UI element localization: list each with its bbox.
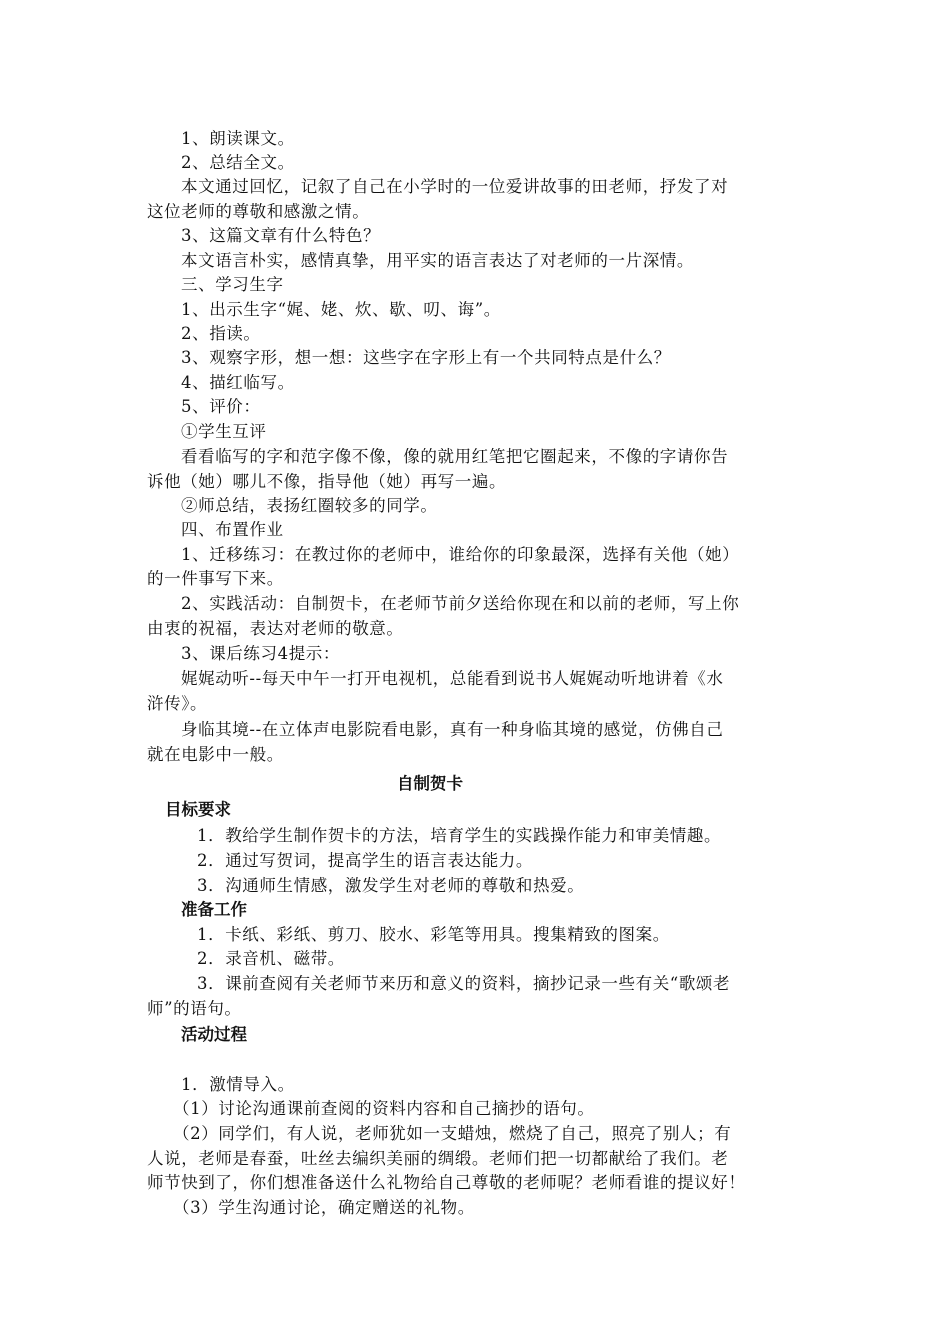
process-item: （3）学生沟通讨论，确定赠送的礼物。	[173, 1198, 475, 1217]
text-line: 3、观察字形，想一想：这些字在字形上有一个共同特点是什么？	[181, 348, 671, 367]
text-line: 身临其境--在立体声电影院看电影，真有一种身临其境的感觉，仿佛自己	[181, 720, 724, 739]
text-line: 的一件事写下来。	[147, 569, 284, 588]
prep-item: 师”的语句。	[147, 999, 242, 1018]
text-line: 3、课后练习4提示：	[181, 644, 340, 663]
goal-item: 2．通过写贺词，提高学生的语言表达能力。	[197, 851, 533, 870]
goal-heading: 目标要求	[165, 800, 231, 819]
text-line: 娓娓动听--每天中午一打开电视机，总能看到说书人娓娓动听地讲着《水	[181, 669, 724, 688]
page-title: 自制贺卡	[397, 774, 463, 793]
process-item: 人说，老师是春蚕，吐丝去编织美丽的绸缎。老师们把一切都献给了我们。老	[147, 1149, 729, 1168]
prep-heading: 准备工作	[181, 900, 247, 919]
goal-item: 3．沟通师生情感，激发学生对老师的尊敬和热爱。	[197, 876, 585, 895]
prep-item: 2．录音机、磁带。	[197, 949, 345, 968]
text-line: 5、评价：	[181, 397, 261, 416]
text-line: 2、指读。	[181, 324, 261, 343]
text-line: 3、这篇文章有什么特色？	[181, 226, 381, 245]
text-line: ②师总结，表扬红圈较多的同学。	[181, 496, 438, 515]
text-line: ①学生互评	[181, 422, 267, 441]
text-line: 看看临写的字和范字像不像，像的就用红笔把它圈起来，不像的字请你告	[181, 447, 729, 466]
section-heading: 三、学习生字	[181, 275, 284, 294]
process-item: 师节快到了，你们想准备送什么礼物给自己尊敬的老师呢？老师看谁的提议好！	[147, 1173, 746, 1192]
text-line: 诉他（她）哪儿不像，指导他（她）再写一遍。	[147, 472, 507, 491]
text-line: 就在电影中一般。	[147, 745, 284, 764]
prep-item: 3．课前查阅有关老师节来历和意义的资料，摘抄记录一些有关“歌颂老	[197, 974, 731, 993]
text-line: 4、描红临写。	[181, 373, 295, 392]
process-item: 1．激情导入。	[181, 1075, 295, 1094]
text-line: 这位老师的尊敬和感激之情。	[147, 202, 370, 221]
process-heading: 活动过程	[181, 1025, 247, 1044]
text-line: 1、朗读课文。	[181, 129, 295, 148]
process-item: （2）同学们，有人说，老师犹如一支蜡烛，燃烧了自己，照亮了别人；有	[173, 1124, 732, 1143]
text-line: 本文语言朴实，感情真挚，用平实的语言表达了对老师的一片深情。	[181, 251, 694, 270]
section-heading: 四、布置作业	[181, 520, 284, 539]
text-line: 由衷的祝福，表达对老师的敬意。	[147, 619, 404, 638]
text-line: 1、迁移练习：在教过你的老师中，谁给你的印象最深，选择有关他（她）	[181, 545, 740, 564]
text-line: 2、总结全文。	[181, 153, 295, 172]
text-line: 浒传》。	[147, 694, 208, 713]
text-line: 本文通过回忆，记叙了自己在小学时的一位爱讲故事的田老师，抒发了对	[181, 177, 729, 196]
prep-item: 1．卡纸、彩纸、剪刀、胶水、彩笔等用具。搜集精致的图案。	[197, 925, 670, 944]
goal-item: 1．教给学生制作贺卡的方法，培育学生的实践操作能力和审美情趣。	[197, 826, 722, 845]
process-item: （1）讨论沟通课前查阅的资料内容和自己摘抄的语句。	[173, 1099, 595, 1118]
text-line: 2、实践活动：自制贺卡，在老师节前夕送给你现在和以前的老师，写上你	[181, 594, 740, 613]
text-line: 1、出示生字“娓、姥、炊、歇、叨、诲”。	[181, 300, 501, 319]
